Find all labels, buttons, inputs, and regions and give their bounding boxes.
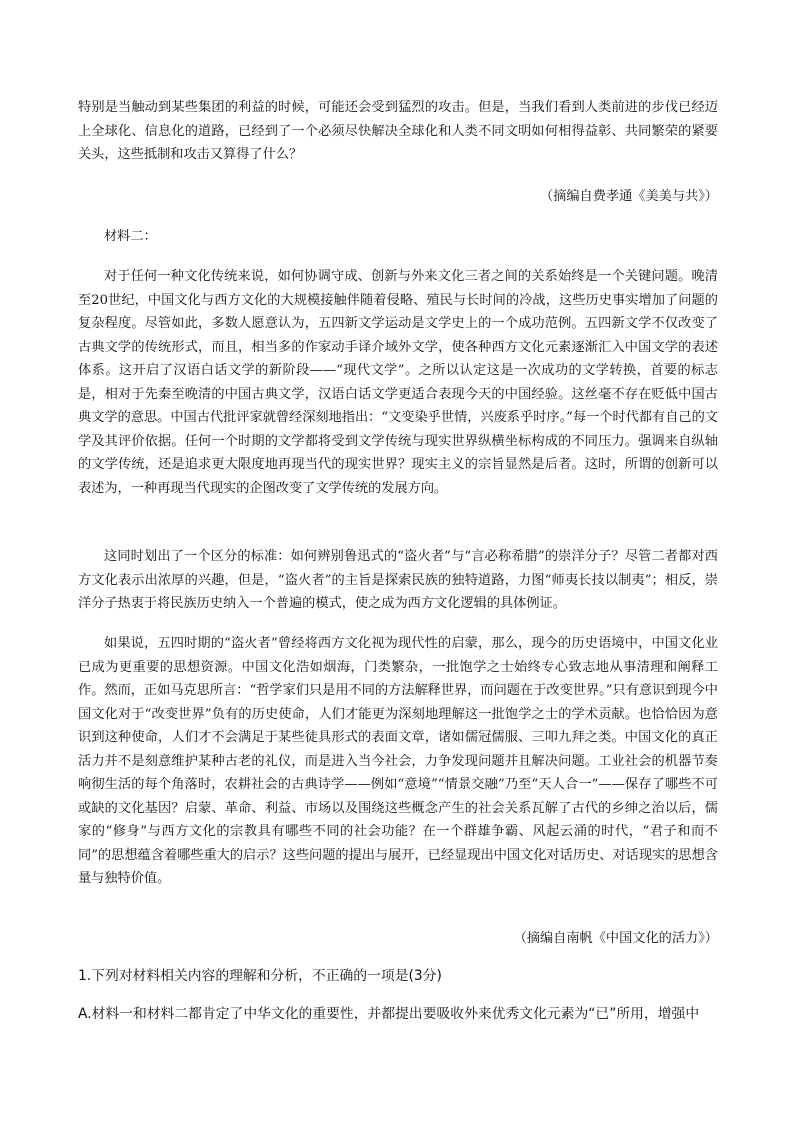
paragraph-1: 对于任何一种文化传统来说，如何协调守成、创新与外来文化三者之间的关系始终是一个关键问题。晚清至20世纪，中国文化与西方文化的大规模接触伴随着侵略、殖民与长时间的冷战，这些历史事实增加了问题的复杂程度。尽管如此，多数人愿意认为，五四新文学运动是文学史上的一个成功范例。五四新文学不仅改变了古典文学的传统形式，而且，相当多的作家动手译介域外文学，使各种西方文化元素逐渐汇入中国文学的表述体系。这开启了汉语白话文学的新阶段——“现代文学”。之所以认定这是一次成功的文学转换，首要的标志是，相对于先秦至晚清的中国古典文学，汉语白话文学更适合表现今天的中国经验。这丝毫不存在贬低中国古典文学的意思。中国古代批评家就曾经深刻地指出：“文变染乎世情，兴废系乎时序。”每一个时代都有自己的文学及其评价依据。任何一个时期的文学都将受到文学传统与现实世界纵横坐标构成的不同压力。强调来自纵轴的文学传统，还是追求更大限度地再现当代的现实世界？现实主义的宗旨显然是后者。这时，所谓的创新可以表述为，一种再现当代现实的企图改变了文学传统的发展方向。 (78, 269, 718, 496)
source-citation-2: （摘编自南帆《中国文化的活力》） (513, 931, 718, 946)
paragraph-2: 这同时划出了一个区分的标准：如何辨别鲁迅式的“盗火者”与“言必称希腊”的崇洋分子？尽管二者都对西方文化表示出浓厚的兴趣，但是，“盗火者”的主旨是探索民族的独特道路，力图“师夷长技以制夷”；相反，崇洋分子热衷于将民族历史纳入一个普遍的模式，使之成为西方文化逻辑的具体例证。 (78, 549, 718, 611)
option-a: A.材料一和材料二都肯定了中华文化的重要性，并都提出要吸收外来优秀文化元素为“已”所用，增强中 (78, 1006, 700, 1022)
source-citation-1: （摘编自费孝通《美美与共》） (539, 189, 718, 204)
intro-paragraph: 特别是当触动到某些集团的利益的时候，可能还会受到猛烈的攻击。但是，当我们看到人类前进的步伐已经迈上全球化、信息化的道路，已经到了一个必须尽快解决全球化和人类不同文明如何相得益彰、共同繁荣的紧要关头，这些抵制和攻击又算得了什么？ (78, 100, 718, 162)
material-2-heading: 材料二： (104, 229, 157, 244)
question-1: 1.下列对材料相关内容的理解和分析，不正确的一项是(3分) (78, 968, 442, 984)
paragraph-3: 如果说，五四时期的“盗火者”曾经将西方文化视为现代性的启蒙，那么，现今的历史语境中，中国文化业已成为更重要的思想资源。中国文化浩如烟海，门类繁杂，一批饱学之士始终专心致志地从事清理和阐释工作。然而，正如马克思所言：“哲学家们只是用不同的方法解释世界，而问题在于改变世界。”只有意识到现今中国文化对于“改变世界”负有的历史使命，人们才能更为深刻地理解这一批饱学之士的学术贡献。也恰恰因为意识到这种使命，人们才不会满足于某些徒具形式的表面文章，诸如儒冠儒服、三叩九拜之类。中国文化的真正活力并不是刻意维护某种古老的礼仪，而是进入当今社会，力争发现问题并且解决问题。工业社会的机器节奏响彻生活的每个角落时，农耕社会的古典诗学——例如“意境”“情景交融”乃至“天人合一”——保存了哪些不可或缺的文化基因？启蒙、革命、利益、市场以及围绕这些概念产生的社会关系瓦解了古代的乡绅之治以后，儒家的“修身”与西方文化的宗教具有哪些不同的社会功能？在一个群雄争霸、风起云涌的时代，“君子和而不同”的思想蕴含着哪些重大的启示？这些问题的提出与展开，已经显现出中国文化对话历史、对话现实的思想含量与独特价值。 (78, 636, 718, 886)
